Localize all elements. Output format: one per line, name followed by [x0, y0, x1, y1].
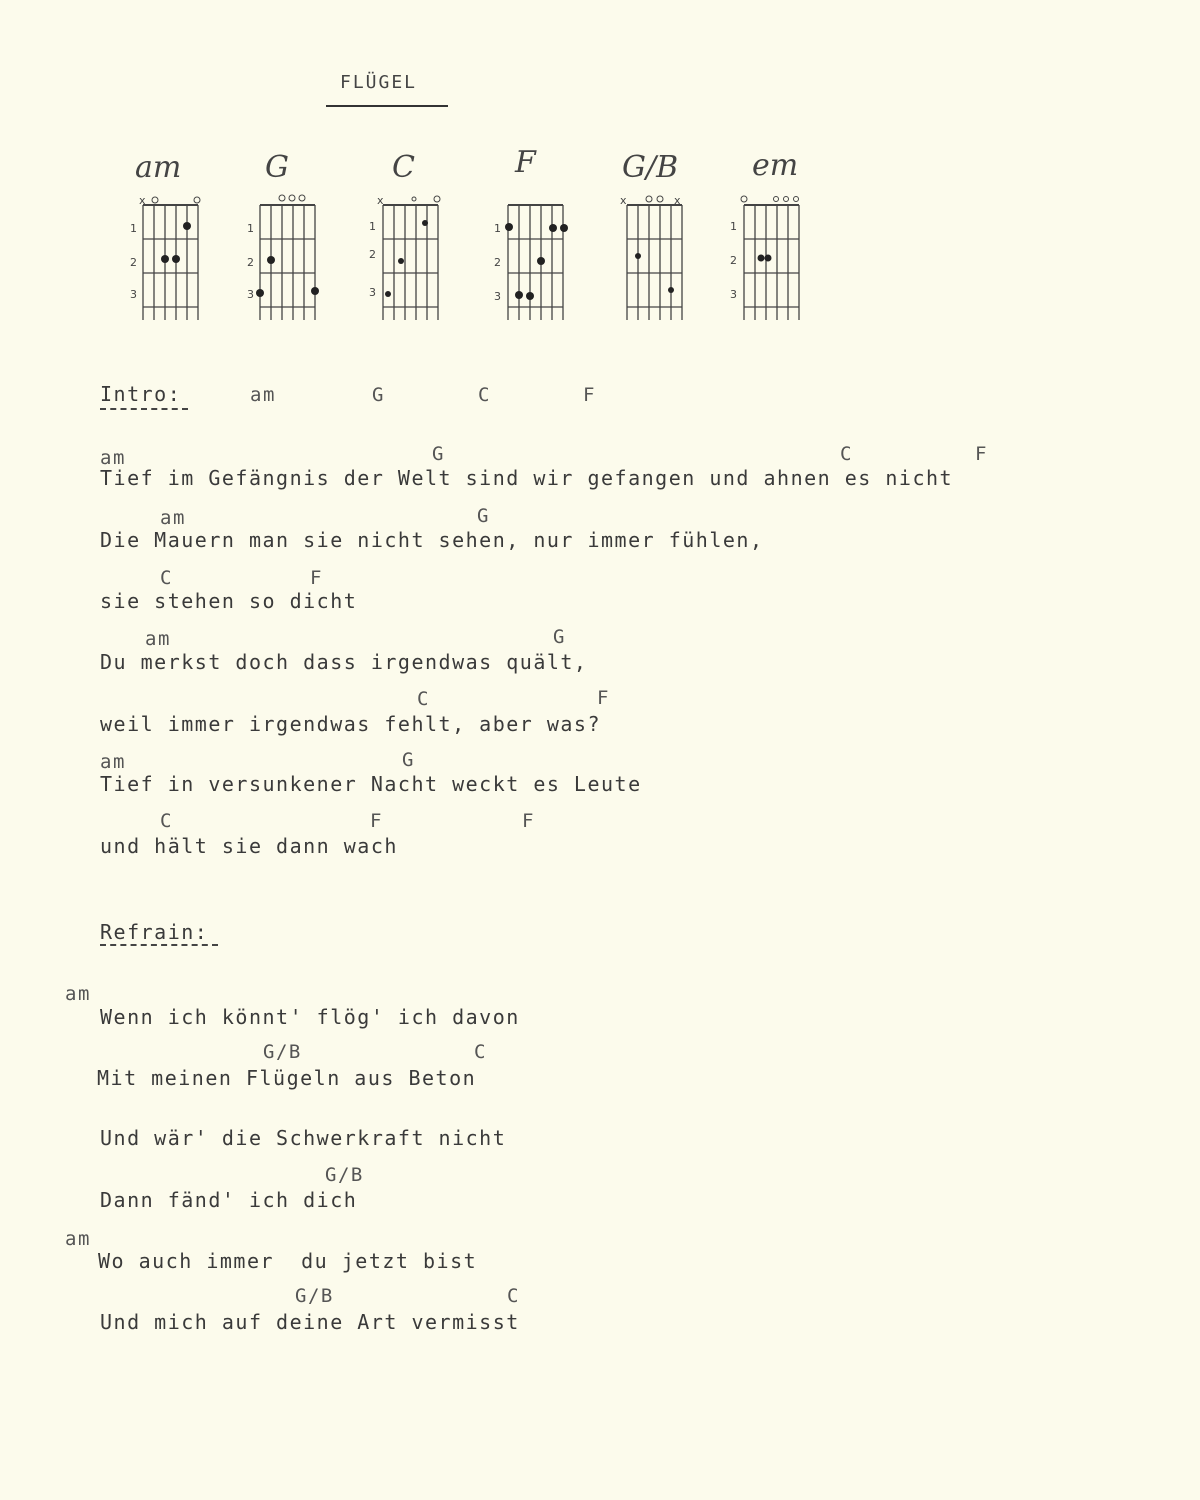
verse-lyric: Tief in versunkener Nacht weckt es Leute — [100, 772, 642, 796]
refrain-chord: C — [507, 1285, 520, 1307]
fret-number: 1 — [730, 220, 737, 233]
verse-chord: am — [100, 447, 126, 469]
verse-chord: C — [160, 567, 173, 589]
verse-chord: am — [145, 628, 171, 650]
verse-lyric: und hält sie dann wach — [100, 834, 398, 858]
fret-number: 2 — [494, 256, 501, 269]
verse-chord: G — [553, 626, 566, 648]
refrain-lyric: Und mich auf deine Art vermisst — [100, 1310, 520, 1334]
verse-lyric: Die Mauern man sie nicht sehen, nur immer fühlen, — [100, 528, 764, 552]
fret-number: 3 — [494, 290, 501, 303]
refrain-chord: G/B — [325, 1164, 364, 1186]
verse-lyric: weil immer irgendwas fehlt, aber was? — [100, 712, 602, 736]
intro-chord: C — [478, 384, 491, 406]
chord-diagram-em — [728, 190, 813, 325]
intro-chord: am — [250, 384, 276, 406]
intro-label: Intro: — [100, 382, 182, 406]
verse-chord: G — [432, 443, 445, 465]
chord-name-f: F — [515, 145, 536, 180]
refrain-chord: am — [65, 1228, 91, 1250]
mute-mark: x — [674, 194, 681, 207]
refrain-lyric: Dann fänd' ich dich — [100, 1188, 358, 1212]
verse-lyric: Tief im Gefängnis der Welt sind wir gefangen und ahnen es nicht — [100, 466, 954, 490]
intro-underline — [100, 408, 188, 410]
refrain-underline — [100, 944, 218, 946]
verse-chord: G — [402, 749, 415, 771]
verse-chord: C — [417, 688, 430, 710]
page-title: FLÜGEL — [340, 72, 418, 93]
refrain-chord: C — [474, 1041, 487, 1063]
fret-number: 2 — [130, 256, 137, 269]
verse-lyric: sie stehen so dicht — [100, 589, 358, 613]
fret-number: 1 — [369, 220, 376, 233]
verse-chord: F — [975, 443, 988, 465]
chord-diagram-am — [125, 190, 210, 325]
fret-number: 1 — [494, 222, 501, 235]
chord-diagram-f — [490, 190, 575, 325]
verse-chord: F — [522, 810, 535, 832]
chord-name-gb: G/B — [622, 150, 679, 185]
refrain-lyric: Mit meinen Flügeln aus Beton — [97, 1066, 477, 1090]
mute-mark: x — [139, 194, 146, 207]
chord-diagram-g — [245, 190, 330, 325]
fret-number: 3 — [730, 288, 737, 301]
verse-chord: am — [100, 751, 126, 773]
title-underline — [326, 105, 448, 107]
fret-number: 2 — [369, 248, 376, 261]
verse-chord: C — [160, 810, 173, 832]
fret-number: 3 — [130, 288, 137, 301]
chord-diagram-c — [368, 190, 453, 325]
chord-name-c: C — [392, 150, 415, 185]
refrain-chord: G/B — [263, 1041, 302, 1063]
verse-chord: C — [840, 443, 853, 465]
intro-chord: G — [372, 384, 385, 406]
chord-diagram-gb — [615, 190, 700, 325]
mute-mark: x — [377, 194, 384, 207]
fret-number: 1 — [247, 222, 254, 235]
verse-lyric: Du merkst doch dass irgendwas quält, — [100, 650, 588, 674]
refrain-chord: am — [65, 983, 91, 1005]
refrain-lyric: Wenn ich könnt' flög' ich davon — [100, 1005, 520, 1029]
verse-chord: F — [310, 567, 323, 589]
chord-name-am: am — [135, 150, 182, 185]
verse-chord: G — [477, 505, 490, 527]
refrain-label: Refrain: — [100, 920, 209, 944]
fret-number: 2 — [730, 254, 737, 267]
verse-chord: F — [370, 810, 383, 832]
verse-chord: F — [597, 687, 610, 709]
mute-mark: x — [620, 194, 627, 207]
refrain-lyric: Wo auch immer du jetzt bist — [98, 1249, 478, 1273]
fret-number: 1 — [130, 222, 137, 235]
refrain-chord: G/B — [295, 1285, 334, 1307]
chord-name-g: G — [265, 150, 289, 185]
verse-chord: am — [160, 507, 186, 529]
chord-name-em: em — [752, 148, 799, 183]
fret-number: 2 — [247, 256, 254, 269]
fret-number: 3 — [369, 286, 376, 299]
refrain-lyric: Und wär' die Schwerkraft nicht — [100, 1126, 507, 1150]
intro-chord: F — [583, 384, 596, 406]
fret-number: 3 — [247, 288, 254, 301]
